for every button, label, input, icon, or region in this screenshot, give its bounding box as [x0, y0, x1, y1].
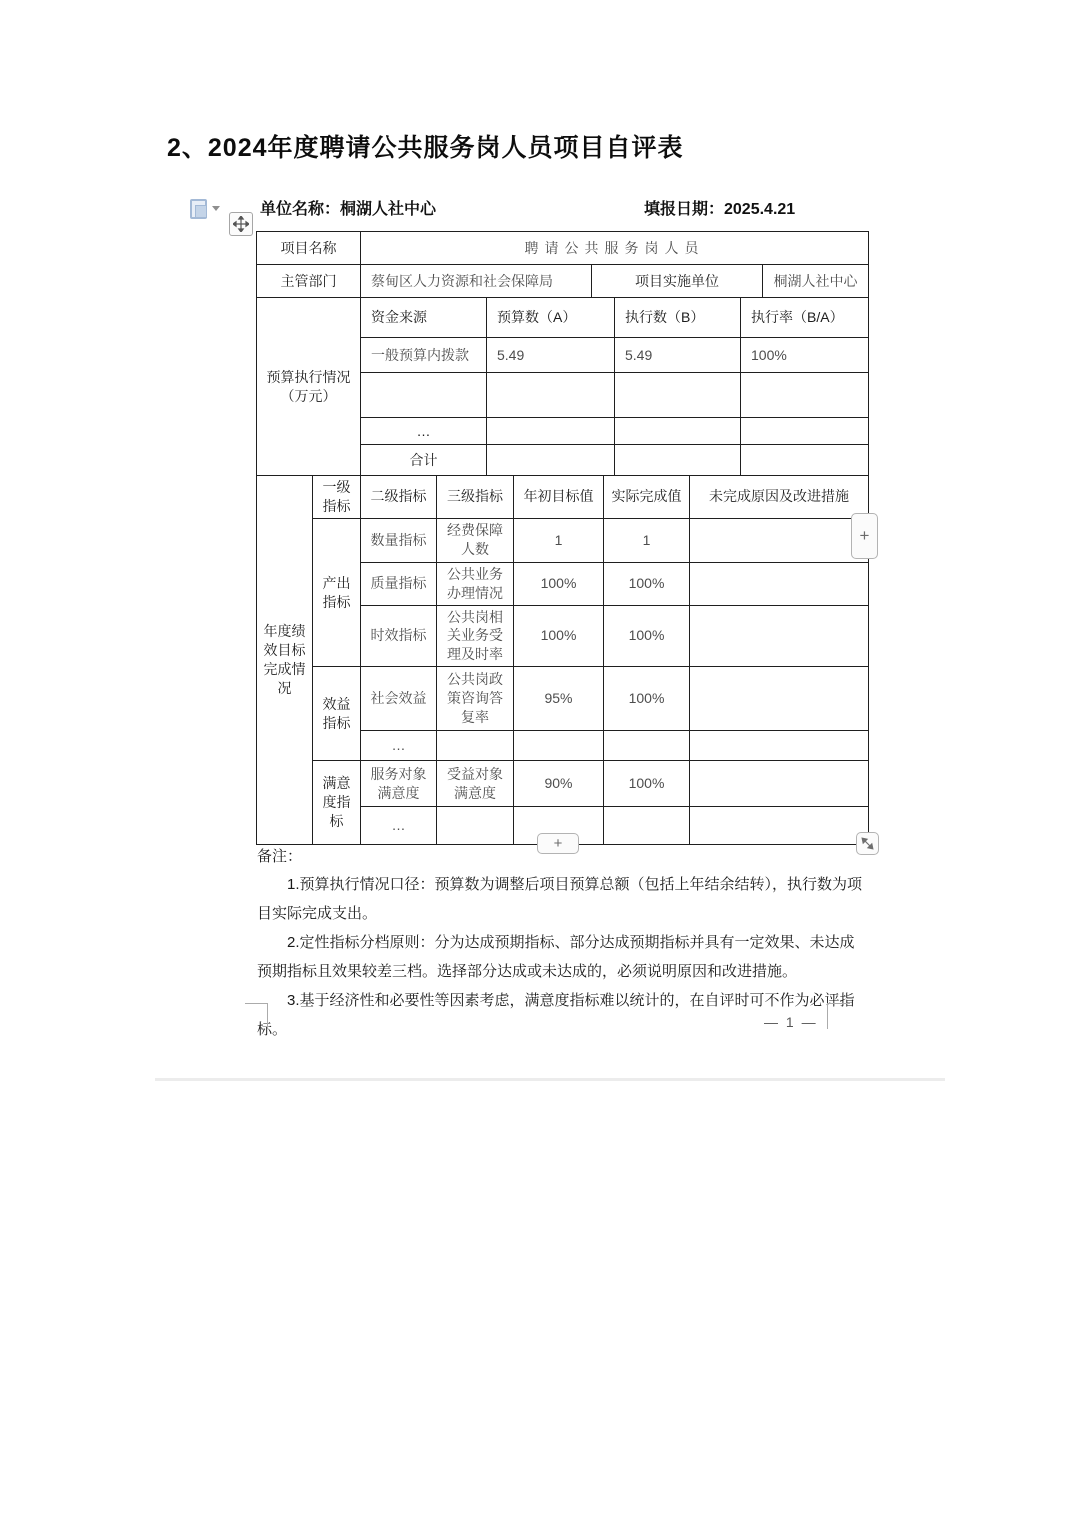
indicator-cell[interactable]: 90%	[514, 761, 604, 807]
indicators-stub-cell: 年度绩效目标完成情况	[257, 476, 313, 845]
budget-cell[interactable]: 5.49	[487, 338, 615, 373]
indicator-cell[interactable]	[690, 605, 869, 667]
budget-cell[interactable]	[361, 373, 487, 418]
indicator-cell[interactable]: 1	[604, 518, 690, 562]
page-number: — 1 —	[764, 1014, 818, 1030]
budget-cell[interactable]	[487, 445, 615, 476]
note-item-3: 3.基于经济性和必要性等因素考虑，满意度指标难以统计的，在自评时可不作为必评指标。	[257, 992, 855, 1038]
indicator-cell[interactable]: 经费保障人数	[437, 518, 514, 562]
indicator-cell[interactable]: 社会效益	[361, 667, 437, 731]
indicator-cell[interactable]	[437, 807, 514, 845]
budget-cell[interactable]: 一般预算内拨款	[361, 338, 487, 373]
budget-total-label-cell: 合计	[361, 445, 487, 476]
plus-icon: +	[859, 526, 870, 545]
unit-name-line: 单位名称：桐湖人社中心	[260, 201, 437, 218]
indicator-cell[interactable]	[690, 667, 869, 731]
indicator-ellipsis-cell[interactable]: …	[361, 807, 437, 845]
dept-label-cell: 主管部门	[257, 265, 361, 298]
table-row	[257, 761, 869, 807]
budget-section	[256, 297, 869, 476]
level1-output-cell: 产出指标	[313, 518, 361, 666]
indicators-section	[256, 475, 869, 845]
budget-cell[interactable]	[741, 373, 869, 418]
indicator-cell[interactable]	[604, 731, 690, 761]
indicator-cell[interactable]	[690, 562, 869, 605]
dept-value-cell[interactable]: 蔡甸区人力资源和社会保障局	[361, 265, 592, 298]
move-arrows-icon	[233, 216, 249, 232]
actual-header: 实际完成值	[604, 476, 690, 519]
page-separator-line	[155, 1078, 945, 1081]
level1-benefit-cell: 效益指标	[313, 667, 361, 761]
funding-source-header: 资金来源	[361, 298, 487, 338]
project-name-value-cell[interactable]: 聘请公共服务岗人员	[361, 232, 869, 265]
text-boundary-mark-left	[245, 1003, 268, 1029]
budget-cell[interactable]	[615, 418, 741, 445]
indicator-cell[interactable]: 受益对象满意度	[437, 761, 514, 807]
chevron-down-icon[interactable]	[212, 206, 220, 211]
level1-satisfaction-cell: 满意度指标	[313, 761, 361, 845]
self-evaluation-table	[256, 231, 868, 845]
budget-ellipsis-cell[interactable]: …	[361, 418, 487, 445]
budget-cell[interactable]	[741, 445, 869, 476]
indicator-cell[interactable]	[604, 807, 690, 845]
table-row	[257, 265, 869, 298]
budget-stub-cell: 预算执行情况（万元）	[257, 298, 361, 476]
project-info-section	[256, 231, 869, 298]
budget-cell[interactable]	[741, 418, 869, 445]
target-header: 年初目标值	[514, 476, 604, 519]
reason-header: 未完成原因及改进措施	[690, 476, 869, 519]
page-title: 2、2024年度聘请公共服务岗人员项目自评表	[167, 134, 684, 162]
indicator-cell[interactable]	[690, 761, 869, 807]
indicator-cell[interactable]	[437, 731, 514, 761]
indicator-cell[interactable]	[514, 731, 604, 761]
indicator-cell[interactable]: 1	[514, 518, 604, 562]
indicator-cell[interactable]: 100%	[514, 605, 604, 667]
table-move-handle[interactable]	[229, 212, 253, 236]
table-row	[257, 476, 869, 519]
paste-options-icon[interactable]	[190, 199, 207, 219]
indicator-cell[interactable]: 公共业务办理情况	[437, 562, 514, 605]
impl-unit-label-cell: 项目实施单位	[592, 265, 763, 298]
indicator-cell[interactable]: 100%	[514, 562, 604, 605]
budget-cell[interactable]	[487, 373, 615, 418]
indicator-cell[interactable]: 公共岗相关业务受理及时率	[437, 605, 514, 667]
notes-label: 备注：	[257, 848, 303, 865]
level3-header: 三级指标	[437, 476, 514, 519]
level2-header: 二级指标	[361, 476, 437, 519]
plus-icon: +	[553, 835, 563, 852]
table-row	[257, 298, 869, 338]
indicator-cell[interactable]: 100%	[604, 605, 690, 667]
budget-cell[interactable]: 100%	[741, 338, 869, 373]
budget-cell[interactable]: 5.49	[615, 338, 741, 373]
indicator-cell[interactable]: 数量指标	[361, 518, 437, 562]
rate-ba-header: 执行率（B/A）	[741, 298, 869, 338]
report-date-line: 填报日期：2025.4.21	[644, 201, 796, 218]
executed-b-header: 执行数（B）	[615, 298, 741, 338]
indicator-cell[interactable]: 公共岗政策咨询答复率	[437, 667, 514, 731]
indicator-cell[interactable]: 服务对象满意度	[361, 761, 437, 807]
indicator-cell[interactable]: 100%	[604, 562, 690, 605]
indicator-cell[interactable]: 时效指标	[361, 605, 437, 667]
indicator-cell[interactable]	[690, 518, 869, 562]
budget-cell[interactable]	[487, 418, 615, 445]
indicator-cell[interactable]: 100%	[604, 761, 690, 807]
table-row	[257, 518, 869, 562]
indicator-cell[interactable]: 100%	[604, 667, 690, 731]
indicator-ellipsis-cell[interactable]: …	[361, 731, 437, 761]
project-name-label-cell: 项目名称	[257, 232, 361, 265]
table-row	[257, 232, 869, 265]
indicator-cell[interactable]	[690, 807, 869, 845]
level1-header: 一级指标	[313, 476, 361, 519]
note-item-2: 2.定性指标分档原则：分为达成预期指标、部分达成预期指标并具有一定效果、未达成预期指标且效果较差三档。选择部分达成或未达成的，必须说明原因和改进措施。	[257, 934, 855, 980]
add-column-button[interactable]	[851, 513, 878, 559]
budget-cell[interactable]	[615, 373, 741, 418]
impl-unit-value-cell[interactable]: 桐湖人社中心	[763, 265, 869, 298]
budget-cell[interactable]	[615, 445, 741, 476]
indicator-cell[interactable]	[690, 731, 869, 761]
indicator-cell[interactable]: 95%	[514, 667, 604, 731]
budget-a-header: 预算数（A）	[487, 298, 615, 338]
note-item-1: 1.预算执行情况口径：预算数为调整后项目预算总额（包括上年结余结转），执行数为项目实际完成支出。	[257, 876, 863, 922]
table-row	[257, 667, 869, 731]
indicator-cell[interactable]: 质量指标	[361, 562, 437, 605]
